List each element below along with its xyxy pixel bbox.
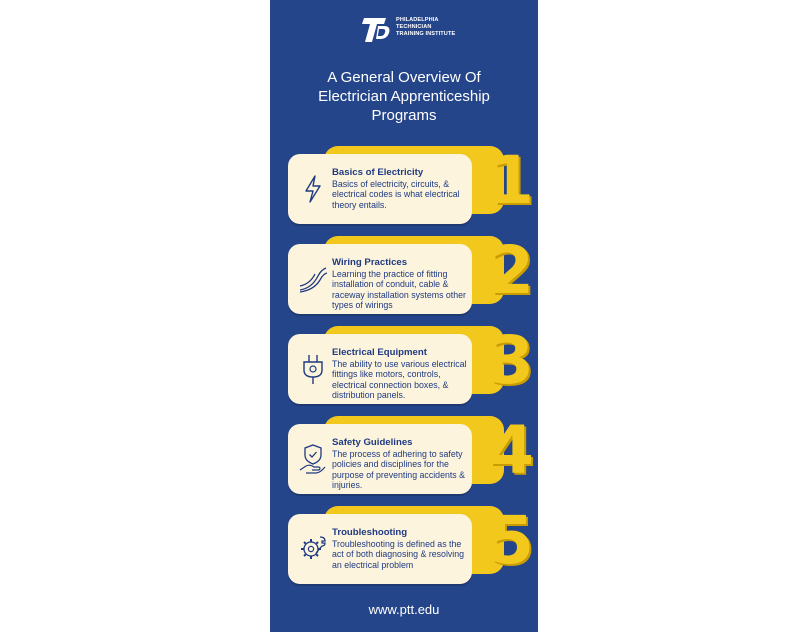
step-number: 1 <box>488 142 534 219</box>
step-2 <box>288 232 534 318</box>
step-description: Learning the practice of fitting installation of conduit, cable & raceway installation systems other types of wirings <box>332 269 466 310</box>
title-line-3: Programs <box>371 107 437 124</box>
step-title: Electrical Equipment <box>332 347 427 358</box>
website-link[interactable]: www.ptt.edu <box>368 602 440 617</box>
infographic-panel <box>270 0 538 632</box>
step-title: Wiring Practices <box>332 257 408 268</box>
shield-hand-icon <box>298 442 328 476</box>
title-line-2: Electrician Apprenticeship <box>318 88 490 105</box>
step-description: The ability to use various electrical fittings like motors, controls, electrical connection boxes, & distribution panels. <box>332 359 467 400</box>
step-description: Basics of electricity, circuits, & electrical codes is what electrical theory entails. <box>332 179 460 210</box>
step-number: 4 <box>488 412 534 489</box>
step-title: Basics of Electricity <box>332 167 424 178</box>
step-number: 3 <box>488 322 534 399</box>
step-5 <box>288 502 534 588</box>
logo-line-2: TECHNICIAN <box>396 24 432 31</box>
step-description: The process of adhering to safety policies and disciplines for the purpose of preventing accidents & injuries. <box>332 449 466 490</box>
title-line-1: A General Overview Of <box>327 69 481 86</box>
gear-wrench-icon <box>298 532 328 566</box>
wires-icon <box>298 262 328 296</box>
step-4 <box>288 412 534 498</box>
step-card <box>288 154 472 224</box>
step-3 <box>288 322 534 408</box>
page-title <box>270 68 538 125</box>
step-title: Safety Guidelines <box>332 437 413 448</box>
step-title: Troubleshooting <box>332 527 408 538</box>
lightning-bolt-icon <box>298 172 328 206</box>
logo-line-3: TRAINING INSTITUTE <box>396 31 456 38</box>
plug-icon <box>298 352 328 386</box>
step-description: Troubleshooting is defined as the act of both diagnosing & resolving an electrical problem <box>332 539 465 570</box>
step-card <box>288 244 472 314</box>
step-1 <box>288 142 534 228</box>
ptt-logo-mark-icon <box>358 15 392 45</box>
step-number: 2 <box>488 232 534 309</box>
step-card <box>288 514 472 584</box>
step-number: 5 <box>488 502 534 579</box>
step-card <box>288 334 472 404</box>
logo-text <box>396 17 455 39</box>
step-card <box>288 424 472 494</box>
logo-line-1: PHILADELPHIA <box>396 17 439 23</box>
logo <box>358 15 478 47</box>
